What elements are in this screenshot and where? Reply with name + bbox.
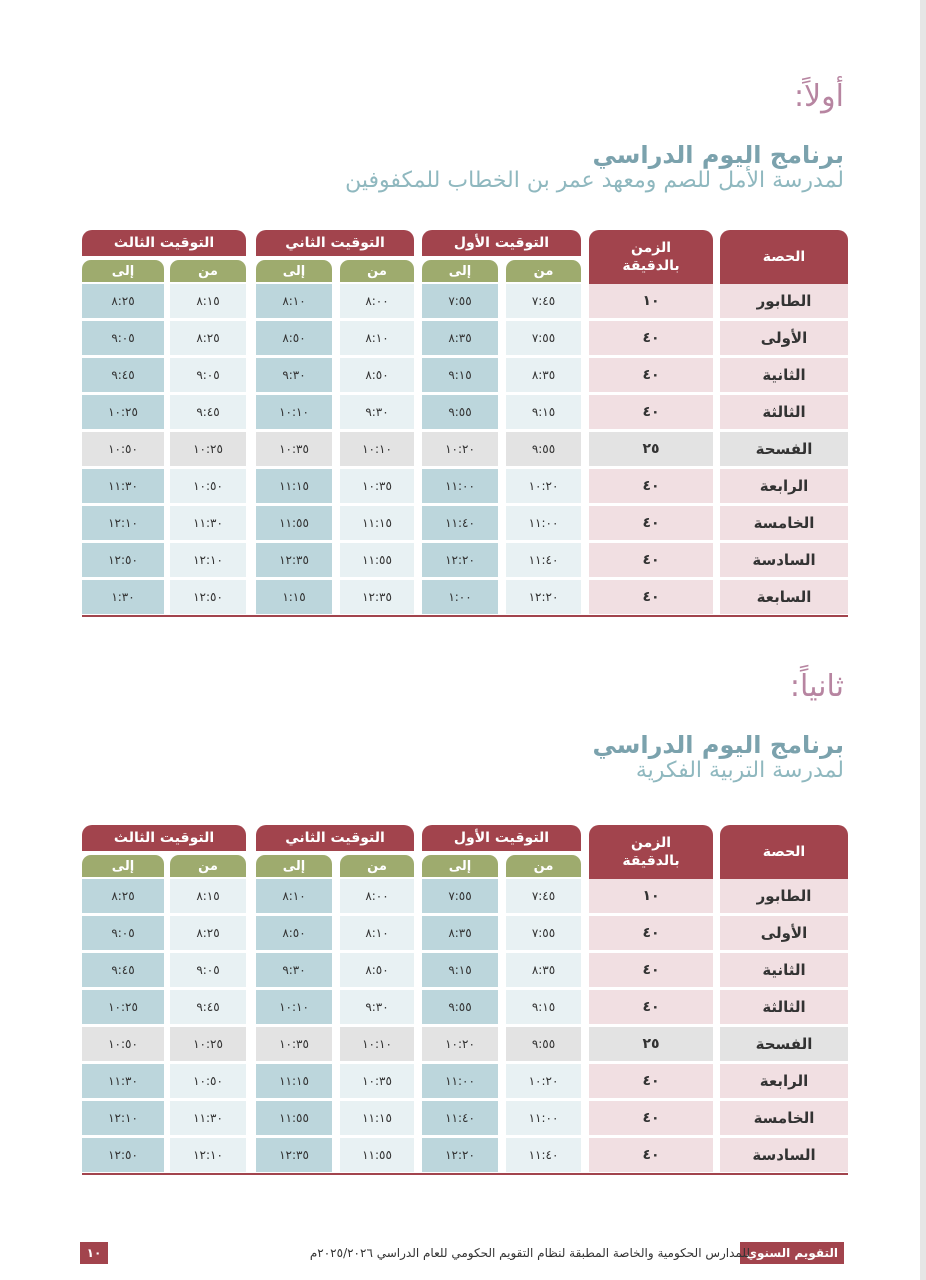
header-first-timing: التوقيت الأول [422,825,581,851]
time-cell: ١١:٣٠ [170,1101,246,1135]
period-name-cell: الخامسة [720,1101,848,1135]
time-cell: ١١:١٥ [340,506,414,540]
subheader-from: من [340,855,414,877]
time-cell: ٨:١٥ [170,284,246,318]
time-cell: ١٠:٣٥ [256,1027,332,1061]
time-cell: ٩:٥٥ [506,1027,581,1061]
time-cell: ١٢:٣٥ [256,543,332,577]
duration-cell: ١٠ [589,879,713,913]
duration-cell: ٤٠ [589,321,713,355]
header-period: الحصة [720,825,848,879]
duration-cell: ٤٠ [589,543,713,577]
period-name-cell: الفسحة [720,1027,848,1061]
time-cell: ٩:٣٠ [256,953,332,987]
period-name-cell: السادسة [720,543,848,577]
header-duration-line2: بالدقيقة [622,853,680,869]
time-cell: ٩:٠٥ [82,321,164,355]
table-row [82,1027,848,1061]
time-cell: ١١:٥٥ [256,1101,332,1135]
table-row [82,469,848,503]
time-cell: ٩:٣٠ [256,358,332,392]
section2-subtitle: لمدرسة التربية الفكرية [635,758,844,784]
header-second-timing: التوقيت الثاني [256,825,414,851]
table-row [82,953,848,987]
header-third-timing: التوقيت الثالث [82,230,246,256]
header-second-timing: التوقيت الثاني [256,230,414,256]
time-cell: ٩:٥٥ [422,990,498,1024]
duration-cell: ٤٠ [589,1064,713,1098]
section2-titles [592,732,844,785]
header-duration-line2: بالدقيقة [622,258,680,274]
time-cell: ٩:٤٥ [170,395,246,429]
time-cell: ١٠:٣٥ [340,469,414,503]
period-name-cell: السابعة [720,580,848,614]
subheader-to: إلى [256,855,332,877]
time-cell: ١٠:٥٠ [170,1064,246,1098]
table-row [82,432,848,466]
header-duration [589,230,713,284]
footer-text: للمدارس الحكومية والخاصة المطبقة لنظام التقويم الحكومي للعام الدراسي ٢٠٢٥/٢٠٢٦م [309,1246,750,1260]
time-cell: ١١:٥٥ [340,543,414,577]
page-number: ١٠ [80,1242,108,1264]
subheader-from: من [506,260,581,282]
time-cell: ١٠:٣٥ [256,432,332,466]
time-cell: ٩:٤٥ [82,953,164,987]
time-cell: ٧:٥٥ [506,321,581,355]
time-cell: ٨:٣٥ [422,916,498,950]
duration-cell: ٤٠ [589,506,713,540]
time-cell: ١١:٠٠ [506,506,581,540]
time-cell: ٨:٣٥ [422,321,498,355]
section1-heading [793,79,844,114]
table-row [82,321,848,355]
time-cell: ١١:١٥ [340,1101,414,1135]
table-row [82,506,848,540]
time-cell: ٩:١٥ [506,990,581,1024]
subheader-to: إلى [422,855,498,877]
period-name-cell: الفسحة [720,432,848,466]
period-name-cell: الثالثة [720,990,848,1024]
time-cell: ٨:٠٠ [340,284,414,318]
time-cell: ١٠:٢٠ [506,469,581,503]
time-cell: ٨:٢٥ [82,879,164,913]
time-cell: ١١:٤٠ [506,543,581,577]
time-cell: ١٠:١٠ [340,1027,414,1061]
time-cell: ١٠:٢٥ [82,395,164,429]
header-duration-line1: الزمن [630,834,672,851]
table-row [82,916,848,950]
time-cell: ٩:٥٥ [506,432,581,466]
header-period: الحصة [720,230,848,284]
time-cell: ١:٠٠ [422,580,498,614]
section2-heading [789,669,844,704]
time-cell: ١٠:٥٠ [82,432,164,466]
time-cell: ١١:١٥ [256,469,332,503]
time-cell: ٩:١٥ [422,953,498,987]
period-name-cell: الثانية [720,953,848,987]
time-cell: ٨:١٠ [256,284,332,318]
table-row [82,990,848,1024]
time-cell: ١٢:٢٠ [506,580,581,614]
time-cell: ١١:٣٠ [82,469,164,503]
time-cell: ١١:٠٠ [506,1101,581,1135]
duration-cell: ٤٠ [589,953,713,987]
page-edge-shadow [920,0,926,1280]
time-cell: ٨:٣٥ [506,358,581,392]
time-cell: ٨:٢٥ [170,321,246,355]
period-name-cell: السادسة [720,1138,848,1172]
time-cell: ١٠:٣٥ [340,1064,414,1098]
table-row [82,395,848,429]
time-cell: ٩:١٥ [422,358,498,392]
table-bottom-rule [82,615,848,617]
time-cell: ١٢:١٠ [170,1138,246,1172]
time-cell: ١٢:٣٥ [256,1138,332,1172]
subheader-from: من [506,855,581,877]
header-third-timing: التوقيت الثالث [82,825,246,851]
footer-label: التقويم السنوي [740,1242,844,1264]
time-cell: ٩:٠٥ [170,358,246,392]
time-cell: ٨:٠٠ [340,879,414,913]
time-cell: ٧:٥٥ [506,916,581,950]
duration-cell: ٤٠ [589,469,713,503]
time-cell: ١١:٤٠ [422,506,498,540]
subheader-from: من [340,260,414,282]
subheader-to: إلى [422,260,498,282]
time-cell: ٩:٠٥ [82,916,164,950]
time-cell: ١٠:٢٠ [506,1064,581,1098]
time-cell: ١٢:١٠ [170,543,246,577]
time-cell: ٨:٣٥ [506,953,581,987]
time-cell: ٨:١٠ [340,321,414,355]
time-cell: ١١:٠٠ [422,1064,498,1098]
time-cell: ٩:١٥ [506,395,581,429]
header-duration-line1: الزمن [630,239,672,256]
time-cell: ١٠:٢٥ [170,432,246,466]
time-cell: ٨:١٠ [340,916,414,950]
time-cell: ٩:٠٥ [170,953,246,987]
time-cell: ٧:٥٥ [422,284,498,318]
period-name-cell: الأولى [720,321,848,355]
period-name-cell: الطابور [720,879,848,913]
header-first-timing: التوقيت الأول [422,230,581,256]
time-cell: ١٢:١٠ [82,1101,164,1135]
time-cell: ٩:٥٥ [422,395,498,429]
period-name-cell: الثالثة [720,395,848,429]
table-bottom-rule [82,1173,848,1175]
period-name-cell: الطابور [720,284,848,318]
table-row [82,284,848,318]
schedule-table-1 [82,230,848,616]
time-cell: ١١:٤٠ [422,1101,498,1135]
time-cell: ١٢:٢٠ [422,543,498,577]
subheader-to: إلى [82,855,164,877]
table-row [82,1064,848,1098]
section1-titles [345,142,844,195]
time-cell: ٩:٤٥ [82,358,164,392]
period-name-cell: الثانية [720,358,848,392]
time-cell: ١٢:٢٠ [422,1138,498,1172]
time-cell: ١١:٣٠ [82,1064,164,1098]
time-cell: ٩:٤٥ [170,990,246,1024]
subheader-from: من [170,855,246,877]
duration-cell: ٤٠ [589,990,713,1024]
time-cell: ١١:٥٥ [256,506,332,540]
time-cell: ٨:٢٥ [170,916,246,950]
time-cell: ١٠:٢٥ [82,990,164,1024]
time-cell: ١٢:٥٠ [82,543,164,577]
duration-cell: ٤٠ [589,358,713,392]
time-cell: ١١:٣٠ [170,506,246,540]
table-row [82,358,848,392]
time-cell: ٨:٥٠ [256,916,332,950]
duration-cell: ٤٠ [589,395,713,429]
table-row [82,1101,848,1135]
period-name-cell: الخامسة [720,506,848,540]
table-row [82,543,848,577]
time-cell: ٩:٣٠ [340,395,414,429]
section2-label: ثانياً: [789,669,844,704]
duration-cell: ٤٠ [589,1138,713,1172]
time-cell: ١٠:٥٠ [82,1027,164,1061]
time-cell: ١:١٥ [256,580,332,614]
section2-title: برنامج اليوم الدراسي [592,731,844,759]
header-duration [589,825,713,879]
time-cell: ١١:١٥ [256,1064,332,1098]
schedule-table-2 [82,825,848,1177]
time-cell: ٧:٤٥ [506,879,581,913]
time-cell: ١٢:٥٠ [170,580,246,614]
duration-cell: ٤٠ [589,580,713,614]
duration-cell: ٤٠ [589,1101,713,1135]
table-row [82,879,848,913]
section1-subtitle: لمدرسة الأمل للصم ومعهد عمر بن الخطاب للمكفوفين [345,168,844,194]
time-cell: ٨:٢٥ [82,284,164,318]
time-cell: ٨:٥٠ [256,321,332,355]
section1-label: أولاً: [793,79,844,114]
duration-cell: ٢٥ [589,432,713,466]
subheader-from: من [170,260,246,282]
time-cell: ٨:٥٠ [340,953,414,987]
subheader-to: إلى [82,260,164,282]
table-row [82,580,848,614]
time-cell: ١١:٠٠ [422,469,498,503]
time-cell: ٩:٣٠ [340,990,414,1024]
time-cell: ١١:٥٥ [340,1138,414,1172]
time-cell: ١٢:٣٥ [340,580,414,614]
time-cell: ١١:٤٠ [506,1138,581,1172]
time-cell: ١٠:٢٠ [422,1027,498,1061]
time-cell: ١٠:١٠ [256,395,332,429]
section1-title: برنامج اليوم الدراسي [592,141,844,169]
time-cell: ٨:١٥ [170,879,246,913]
subheader-to: إلى [256,260,332,282]
period-name-cell: الرابعة [720,1064,848,1098]
duration-cell: ١٠ [589,284,713,318]
duration-cell: ٤٠ [589,916,713,950]
time-cell: ١٢:٥٠ [82,1138,164,1172]
time-cell: ١٢:١٠ [82,506,164,540]
time-cell: ٧:٤٥ [506,284,581,318]
duration-cell: ٢٥ [589,1027,713,1061]
time-cell: ١٠:٢٠ [422,432,498,466]
period-name-cell: الرابعة [720,469,848,503]
time-cell: ٨:١٠ [256,879,332,913]
time-cell: ١٠:٥٠ [170,469,246,503]
period-name-cell: الأولى [720,916,848,950]
time-cell: ١٠:١٠ [256,990,332,1024]
time-cell: ١:٣٠ [82,580,164,614]
time-cell: ٨:٥٠ [340,358,414,392]
time-cell: ٧:٥٥ [422,879,498,913]
time-cell: ١٠:١٠ [340,432,414,466]
time-cell: ١٠:٢٥ [170,1027,246,1061]
table-row [82,1138,848,1172]
